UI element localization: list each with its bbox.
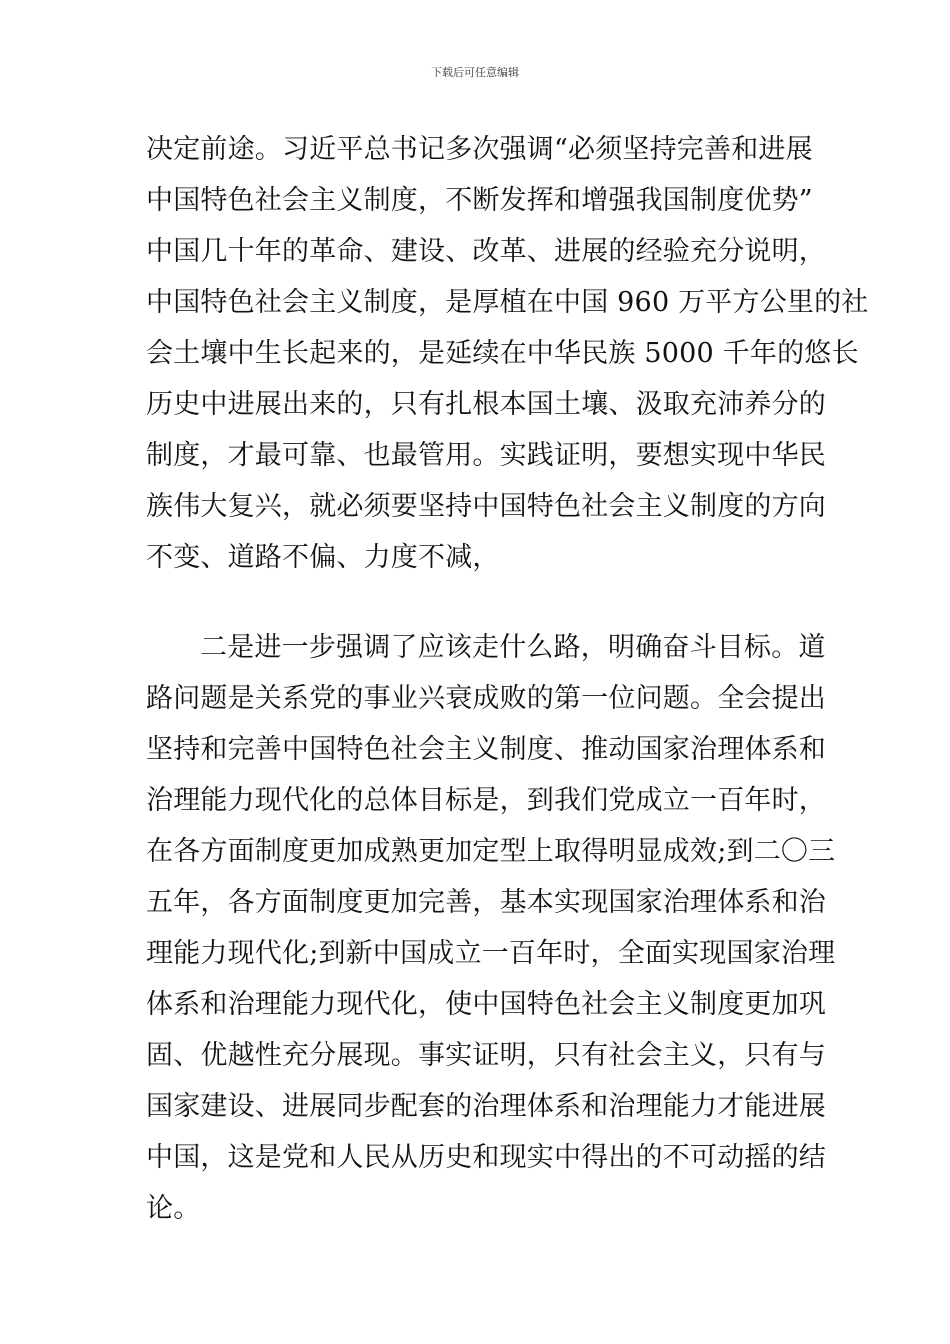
text-line: 中国特色社会主义制度，是厚植在中国 960 万平方公里的社 [146,287,869,318]
text-line: 中国特色社会主义制度，不断发挥和增强我国制度优势” [146,185,813,216]
text-line: 五年，各方面制度更加完善，基本实现国家治理体系和治 [146,887,826,918]
text-line: 治理能力现代化的总体目标是，到我们党成立一百年时， [146,785,826,816]
text-line: 中国几十年的革命、建设、改革、进展的经验充分说明， [146,236,826,267]
text-line: 不变、道路不偏、力度不减， [146,542,500,573]
text-line: 固、优越性充分展现。事实证明，只有社会主义，只有与 [146,1040,826,1071]
page-header: 下载后可任意编辑 [431,66,519,79]
text-line: 会土壤中生长起来的，是延续在中华民族 5000 千年的悠长 [146,338,859,369]
text-line: 在各方面制度更加成熟更加定型上取得明显成效;到二〇三 [146,836,836,867]
text-line: 族伟大复兴，就必须要坚持中国特色社会主义制度的方向 [146,491,826,522]
text-line: 历史中进展出来的，只有扎根本国土壤、汲取充沛养分的 [146,389,826,420]
text-line: 制度，才最可靠、也最管用。实践证明，要想实现中华民 [146,440,826,471]
text-line: 理能力现代化;到新中国成立一百年时，全面实现国家治理 [146,938,836,969]
text-line: 路问题是关系党的事业兴衰成败的第一位问题。全会提出 [146,683,826,714]
text-line: 体系和治理能力现代化，使中国特色社会主义制度更加巩 [146,989,826,1020]
text-line: 国家建设、进展同步配套的治理体系和治理能力才能进展 [146,1091,826,1122]
text-line: 决定前途。习近平总书记多次强调“必须坚持完善和进展 [146,134,813,165]
text-line: 二是进一步强调了应该走什么路，明确奋斗目标。道 [200,632,826,663]
text-line: 中国，这是党和人民从历史和现实中得出的不可动摇的结 [146,1142,826,1173]
text-line: 论。 [146,1193,201,1224]
text-line: 坚持和完善中国特色社会主义制度、推动国家治理体系和 [146,734,826,765]
